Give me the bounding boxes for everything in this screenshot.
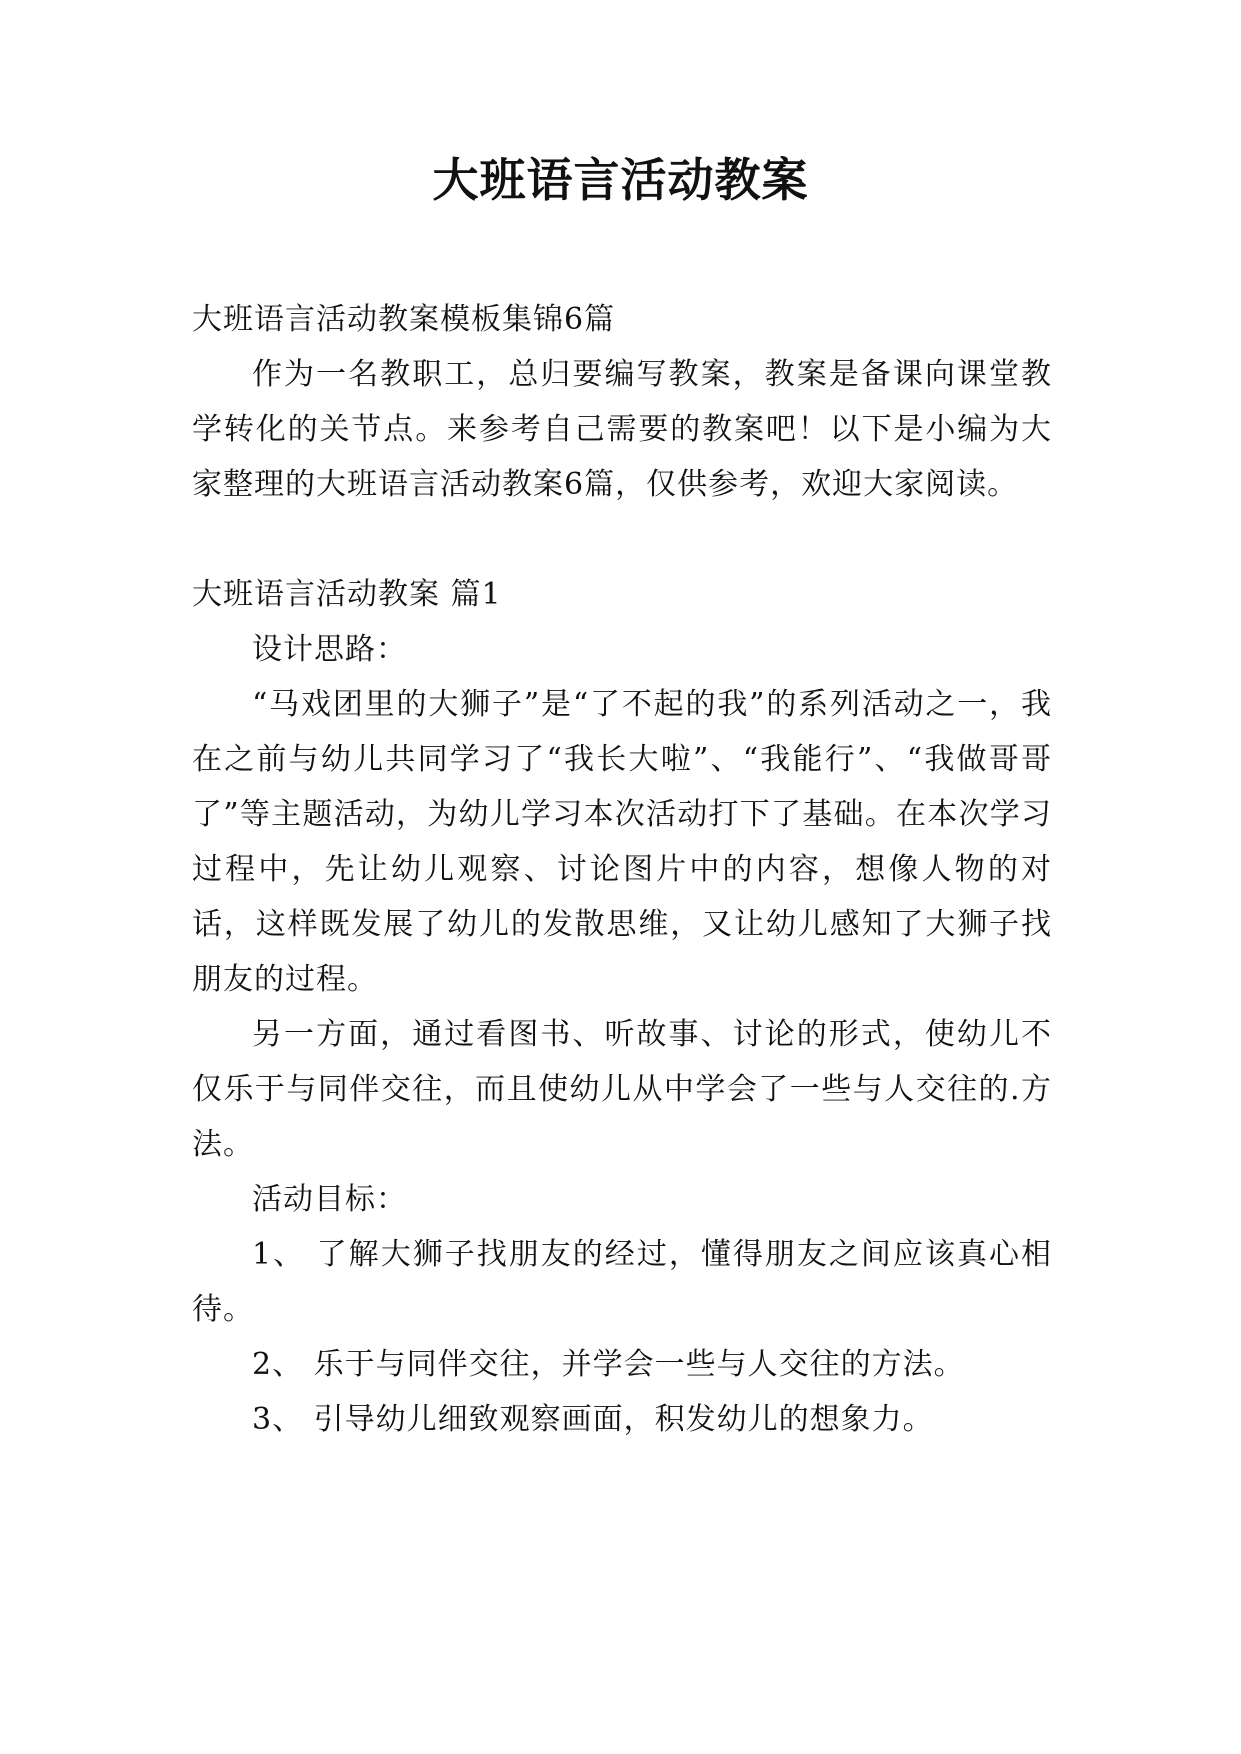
section-spacer [192,512,1052,567]
page-title: 大班语言活动教案 [432,153,809,207]
goals-label: 活动目标： [252,1182,407,1217]
design-label: 设计思路： [252,632,407,667]
intro-paragraph: 作为一名教职工，总归要编写教案，教案是备课向课堂教学转化的关节点。来参考自己需要的教案吧！以下是小编为大家整理的大班语言活动教案6篇，仅供参考，欢迎大家阅读。 [192,357,1052,502]
goal-item-1: 1、 了解大狮子找朋友的经过，懂得朋友之间应该真心相待。 [192,1237,1052,1327]
section-heading: 大班语言活动教案 篇1 [192,577,502,612]
document-body [192,292,1052,1447]
design-paragraph-2: 另一方面，通过看图书、听故事、讨论的形式，使幼儿不仅乐于与同伴交往，而且使幼儿从中学会了一些与人交往的.方法。 [192,1017,1052,1162]
goal-item-3: 3、 引导幼儿细致观察画面，积发幼儿的想象力。 [252,1402,934,1437]
design-paragraph-1: “马戏团里的大狮子”是“了不起的我”的系列活动之一，我在之前与幼儿共同学习了“我长大啦”、“我能行”、“我做哥哥了”等主题活动，为幼儿学习本次活动打下了基础。在本次学习过程中，先让幼儿观察、讨论图片中的内容，想像人物的对话，这样既发展了幼儿的发散思维，又让幼儿感知了大狮子找朋友的过程。 [192,687,1052,997]
collection-heading: 大班语言活动教案模板集锦6篇 [192,302,616,337]
goal-item-2: 2、 乐于与同伴交往，并学会一些与人交往的方法。 [252,1347,965,1382]
